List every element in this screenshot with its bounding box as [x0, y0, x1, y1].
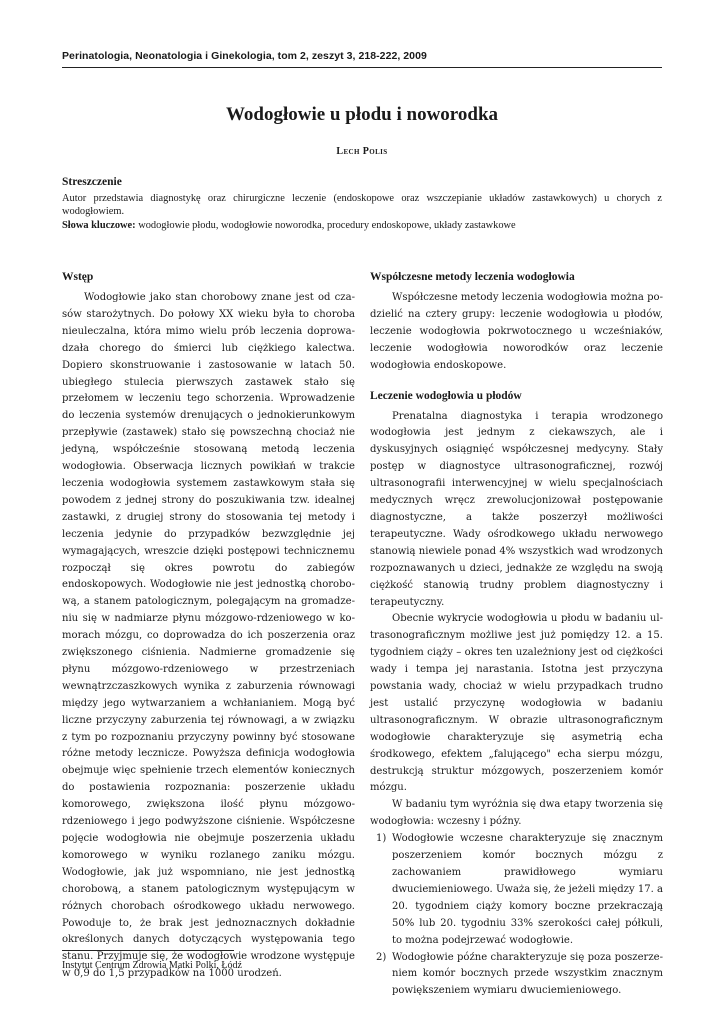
list-item-number: 2)	[376, 951, 387, 963]
keywords-label: Słowa kluczowe:	[62, 220, 136, 231]
section-heading-fetal-treatment: Leczenie wodogłowia u płodów	[370, 389, 522, 402]
list-item-number: 1)	[376, 833, 387, 845]
affiliation-footnote: Instytut Centrum Zdrowia Matki Polki, Łódź	[62, 960, 242, 971]
list-item-text: Wodogłowie wczesne charakteryzuje się znacznym poszerzeniem komór bocznych mózgu z zachowaniem prawidłowego wymiaru dwuciemieniowego. Uważa się, że jeżeli między 17. a 20. tygodniem ciąży komory boczne przekraczają 50% lub 20. tygodniu 33% szerokości całej półkuli, to można podejrzewać wodogłowie.	[392, 833, 663, 946]
abstract-heading: Streszczenie	[62, 176, 122, 188]
left-column	[62, 270, 355, 983]
abstract-text: Autor przedstawia diagnostykę oraz chirurgiczne leczenie (endoskopowe oraz wszczepianie układów zastawkowych) u chorych z wodogłowiem.	[62, 193, 662, 217]
list-item	[370, 950, 663, 1001]
hydrocephalus-stages-list	[370, 831, 663, 1000]
list-item	[370, 831, 663, 949]
fetal-treatment-paragraph-3: W badaniu tym wyróżnia się dwa etapy tworzenia się wodogłowia: wczesny i późny.	[370, 799, 663, 828]
keywords	[62, 219, 662, 232]
journal-header: Perinatologia, Neonatologia i Ginekologia, tom 2, zeszyt 3, 218-222, 2009	[62, 50, 427, 62]
footnote-rule	[62, 950, 234, 951]
section-heading-introduction: Wstęp	[62, 271, 94, 283]
modern-methods-paragraph: Współczesne metody leczenia wodogłowia można podzielić na cztery grupy: leczenie wodogłowia u płodów, leczenie wodogłowia pokrwotocznego u wcześniaków, leczenie wodogłowia noworodków oraz leczenie wodogłowia endoskopowe.	[370, 292, 663, 371]
fetal-treatment-paragraph-2: Obecnie wykrycie wodogłowia u płodu w badaniu ultrasonograficznym możliwe jest już pomiędzy 12. a 15. tygodniem ciąży – okres ten uzależniony jest od ciężkości wady i tempa jej narastania. Istotna jest przyczyna powstania wady, chociaż w wielu przypadkach trudno jest ustalić przyczynę wodogłowia w badaniu ultrasonograficznym. W obrazie ultrasonograficznym wodogłowie charakteryzuje się asymetrią echa środkowego, efektem „falującego" echa sierpu mózgu, destrukcją struktur mózgowych, poszerzeniem komór mózgu.	[370, 613, 663, 794]
header-rule	[62, 67, 662, 68]
author-name: Lech Polis	[336, 146, 388, 157]
introduction-paragraph: Wodogłowie jako stan chorobowy znane jest od czasów starożytnych. Do połowy XX wieku była to choroba nieuleczalna, która mimo wielu prób leczenia doprowadzała chorego do śmierci lub ciężkiego kalectwa. Dopiero skonstruowanie i zastosowanie w latach 50. ubiegłego stulecia pierwszych zastawek stało się przełomem w leczeniu tego schorzenia. Wprowadzenie do leczenia systemów drenujących o jednokierunkowym przepływie (zastawek) stało się powszechną chociaż nie jedyną, współcześnie stosowaną metodą leczenia wodogłowia. Obserwacja licznych powikłań w trakcie leczenia wodogłowia systemem zastawkowym stała się powodem z jednej strony do poszukiwania tzw. idealnej zastawki, z drugiej strony do stosowania tej metody i leczenia jedynie do przypadków bezwzględnie jej wymagających, wreszcie dzięki postępowi technicznemu rozpoczął się okres powrotu do zabiegów endoskopowych. Wodogłowie nie jest jednostką chorobową, a stanem patologicznym, polegającym na gromadzeniu się w nadmiarze płynu mózgowo-rdzeniowego w komorach mózgu, co doprowadza do ich poszerzenia oraz zwiększonego ciśnienia. Nadmierne gromadzenie się płynu mózgowo-rdzeniowego w przestrzeniach wewnątrzczaszkowych wynika z zaburzenia równowagi między jego wytwarzaniem a wchłanianiem. Mogą być liczne przyczyny zaburzenia tej równowagi, a w związku z tym po rozpoznaniu przyczyny powinny być stosowane różne metody lecznicze. Powyższa definicja wodogłowia obejmuje więc spełnienie trzech elementów koniecznych do postawienia rozpoznania: poszerzenie układu komorowego, zwiększona ilość płynu mózgowo-rdzeniowego i jego podwyższone ciśnienie. Współczesne pojęcie wodogłowia nie obejmuje poszerzenia układu komorowego w wyniku rozlanego zaniku mózgu. Wodogłowie, jak już wspomniano, nie jest jednostką chorobową, a stanem patologicznym występującym w różnych chorobach ośrodkowego układu nerwowego. Powoduje to, że brak jest jednoznacznych dokładnie określonych danych dotyczących występowania tego stanu. Przyjmuje się, że wodogłowie wrodzone występuje w 0,9 do 1,5 przypadków na 1000 urodzeń.	[62, 292, 355, 980]
right-column	[370, 270, 663, 1000]
article-title: Wodogłowie u płodu i noworodka	[225, 104, 499, 125]
list-item-text: Wodogłowie późne charakteryzuje się poza poszerzeniem komór bocznych przede wszystkim znacznym powiększeniem wymiaru dwuciemieniowego.	[392, 951, 663, 997]
abstract	[62, 176, 662, 232]
section-heading-modern-methods: Współczesne metody leczenia wodogłowia	[370, 271, 575, 283]
fetal-treatment-paragraph-1: Prenatalna diagnostyka i terapia wrodzonego wodogłowia jest jednym z ciekawszych, ale i dyskusyjnych osiągnięć współczesnej medycyny. Stały postęp w diagnostyce ultrasonograficznej, rozwój ultrasonografii interwencyjnej w wielu specjalnościach medycznych wręcz zrewolucjonizował postępowanie diagnostyczne, a także poszerzył możliwości terapeutyczne. Wady ośrodkowego układu nerwowego stanowią niewiele ponad 4% wszystkich wad wrodzonych rozpoznawanych u dzieci, jednakże ze względu na swoją ciężkość stanowią trudny problem diagnostyczny i terapeutyczny.	[370, 410, 663, 608]
keywords-text: wodogłowie płodu, wodogłowie noworodka, procedury endoskopowe, układy zastawkowe	[138, 220, 516, 231]
